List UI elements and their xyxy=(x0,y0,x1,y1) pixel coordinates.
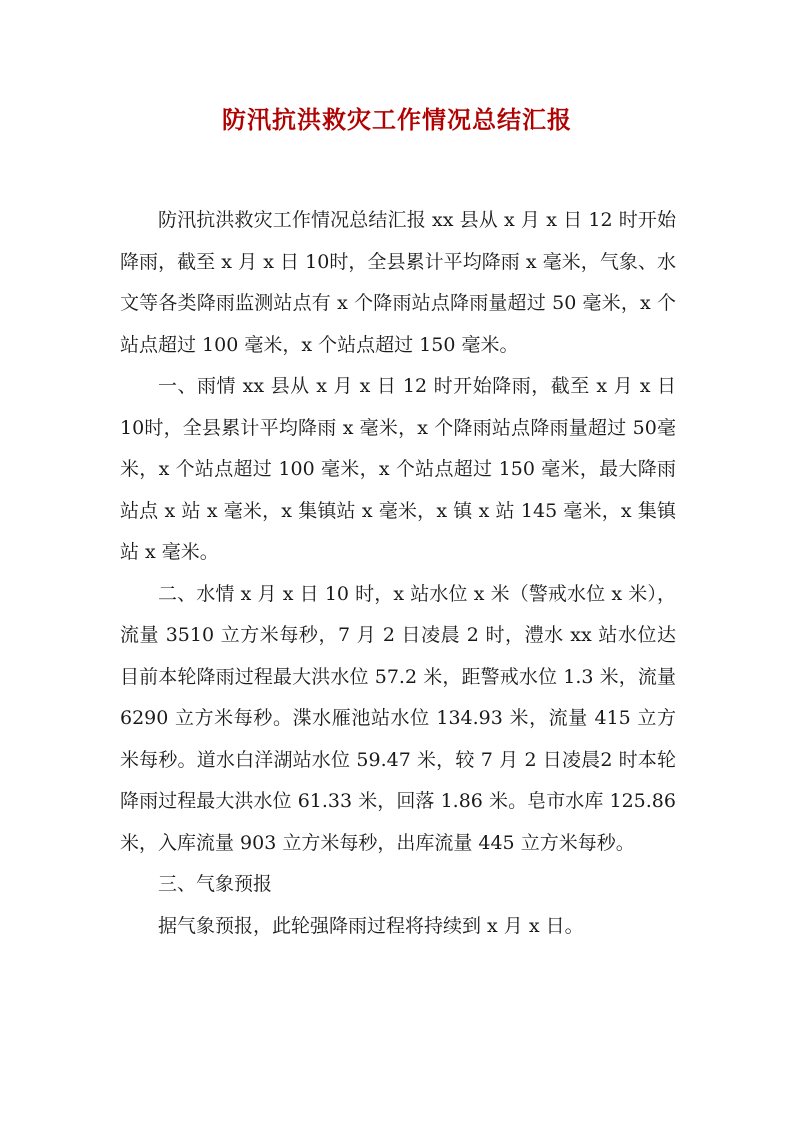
document-title: 防汛抗洪救灾工作情况总结汇报 xyxy=(222,105,572,134)
weather-section-heading: 三、气象预报 xyxy=(158,873,273,895)
weather-forecast-paragraph: 据气象预报，此轮强降雨过程将持续到 x 月 x 日。 xyxy=(158,914,584,937)
water-section-paragraph: 二、水情 x 月 x 日 10 时，x 站水位 x 米（警戒水位 x 米），流量 3510 立方米每秒，7 月 2 日凌晨 2 时，澧水 xx 站水位达目前本轮降雨过程最大洪水位 57.2 米，距警戒水位 1.3 米，流量 6290 立方米每秒。渫水雁池站水位 134.93 米，流量 415 立方米每秒。道水白洋湖站水位 59.47 米，较 7 月 2 日凌晨2 时本轮降雨过程最大洪水位 61.33 米，回落 1.86 米。皂市水库 125.86 米，入库流量 903 立方米每秒，出库流量 445 立方米每秒。 xyxy=(120,582,676,854)
document-body xyxy=(120,200,676,947)
intro-paragraph: 防汛抗洪救灾工作情况总结汇报 xx 县从 x 月 x 日 12 时开始降雨，截至 x 月 x 日 10时，全县累计平均降雨 x 毫米，气象、水文等各类降雨监测站点有 x 个降雨站点降雨量超过 50 毫米，x 个站点超过 100 毫米，x 个站点超过 150 毫米。 xyxy=(120,209,676,356)
rain-section-paragraph: 一、雨情 xx 县从 x 月 x 日 12 时开始降雨，截至 x 月 x 日 10时，全县累计平均降雨 x 毫米，x 个降雨站点降雨量超过 50毫米，x 个站点超过 100 毫米，x 个站点超过 150 毫米，最大降雨站点 x 站 x 毫米，x 集镇站 x 毫米，x 镇 x 站 145 毫米，x 集镇站 x 毫米。 xyxy=(120,375,676,563)
